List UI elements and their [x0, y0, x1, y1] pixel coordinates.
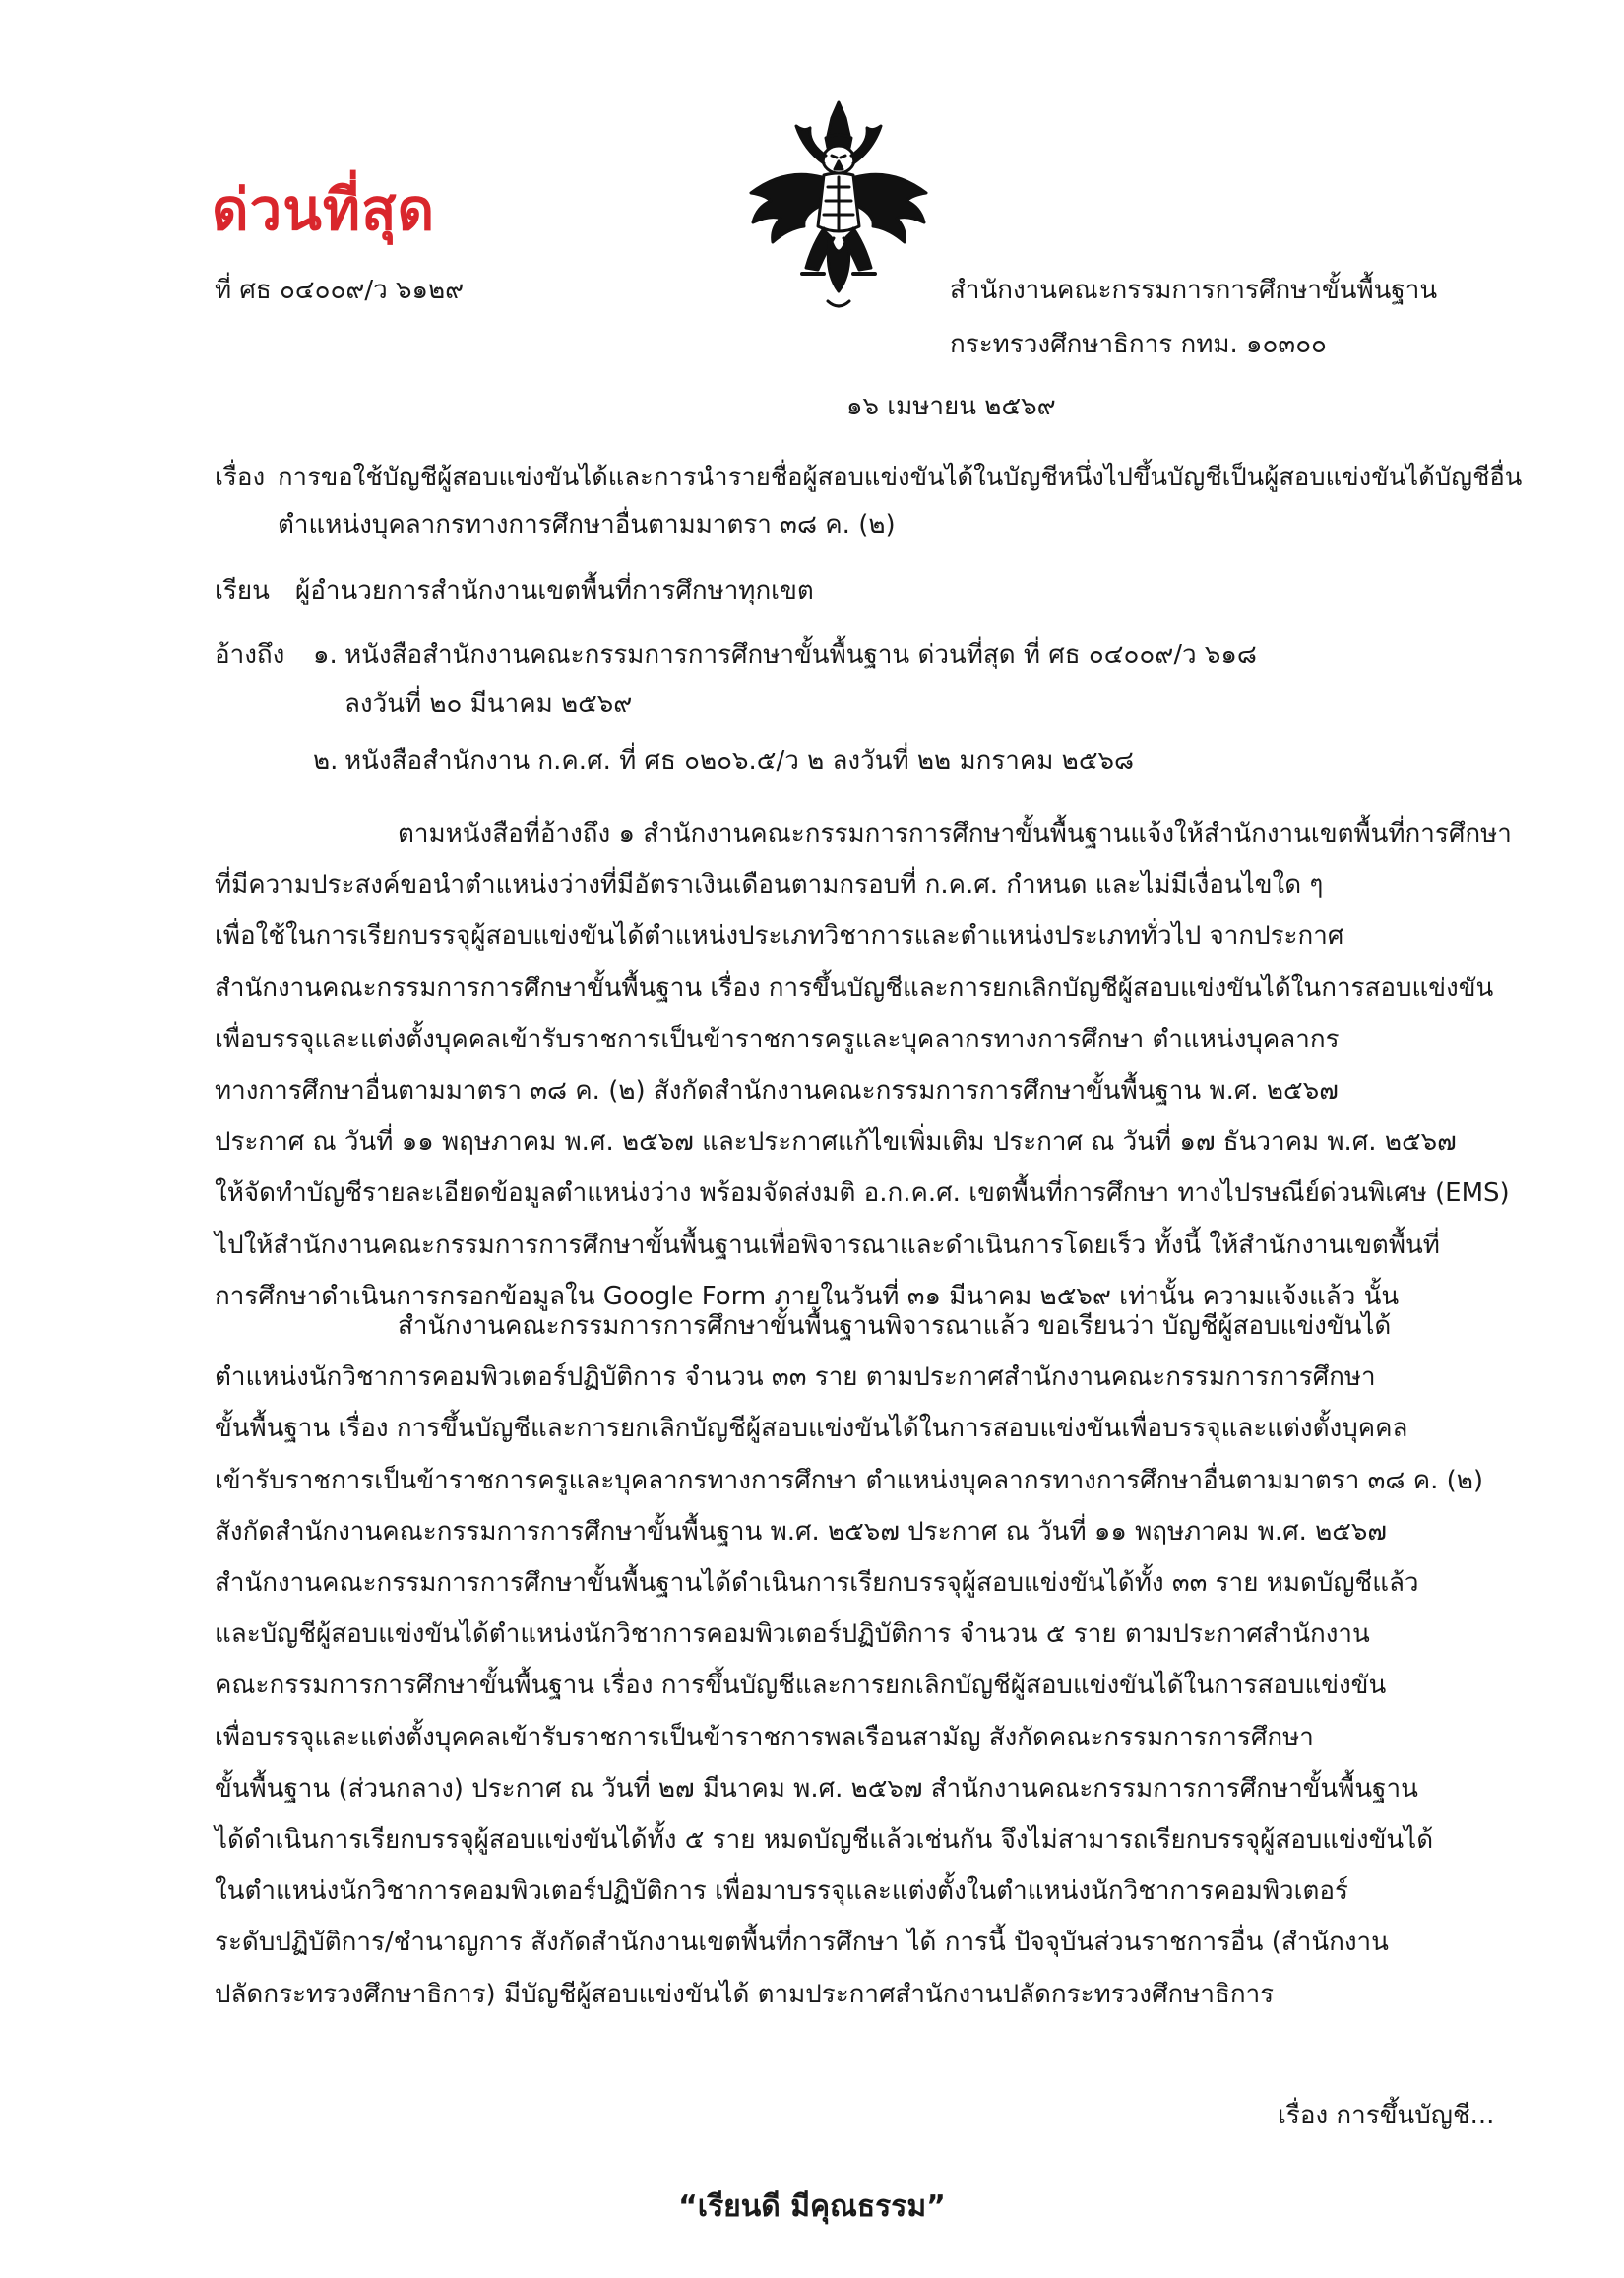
- paragraph-line: เพื่อบรรจุและแต่งตั้งบุคคลเข้ารับราชการเป็นข้าราชการพลเรือนสามัญ สังกัดคณะกรรมการการศึกษา: [215, 1722, 1314, 1752]
- reference-text: ลงวันที่ ๒๐ มีนาคม ๒๕๖๙: [344, 689, 633, 719]
- paragraph-line: ที่มีความประสงค์ขอนำตำแหน่งว่างที่มีอัตราเงินเดือนตามกรอบที่ ก.ค.ศ. กำหนด และไม่มีเงื่อนไขใด ๆ: [215, 870, 1324, 901]
- paragraph-line: ทางการศึกษาอื่นตามมาตรา ๓๘ ค. (๒) สังกัดสำนักงานคณะกรรมการการศึกษาขั้นพื้นฐาน พ.ศ. ๒๕๖๗: [215, 1076, 1339, 1106]
- paragraph-line: ตามหนังสือที่อ้างถึง ๑ สำนักงานคณะกรรมการการศึกษาขั้นพื้นฐานแจ้งให้สำนักงานเขตพื้นที่การศึกษา: [398, 819, 1512, 849]
- recipient-label: เรียน: [215, 576, 270, 605]
- document-number: ที่ ศธ ๐๔๐๐๙/ว ๖๑๒๙: [215, 276, 465, 305]
- paragraph-line: การศึกษาดำเนินการกรอกข้อมูลใน Google Form ภายในวันที่ ๓๑ มีนาคม ๒๕๖๙ เท่านั้น ความแจ้งแล้ว นั้น: [215, 1281, 1400, 1311]
- paragraph-line: และบัญชีผู้สอบแข่งขันได้ตำแหน่งนักวิชาการคอมพิวเตอร์ปฏิบัติการ จำนวน ๕ ราย ตามประกาศสำนักงาน: [215, 1619, 1370, 1650]
- paragraph-line: ได้ดำเนินการเรียกบรรจุผู้สอบแข่งขันได้ทั้ง ๕ ราย หมดบัญชีแล้วเช่นกัน จึงไม่สามารถเรียกบรรจุผู้สอบแข่งขันได้: [215, 1825, 1434, 1855]
- paragraph-line: เข้ารับราชการเป็นข้าราชการครูและบุคลากรทางการศึกษา ตำแหน่งบุคลากรทางการศึกษาอื่นตามมาตรา ๓๘ ค. (๒): [215, 1465, 1484, 1495]
- document-date: ๑๖ เมษายน ๒๕๖๙: [846, 392, 1056, 421]
- paragraph-line: เพื่อบรรจุและแต่งตั้งบุคคลเข้ารับราชการเป็นข้าราชการครูและบุคลากรทางการศึกษา ตำแหน่งบุคลากร: [215, 1024, 1340, 1054]
- recipient-text: ผู้อำนวยการสำนักงานเขตพื้นที่การศึกษาทุกเขต: [295, 576, 814, 605]
- paragraph-line: สำนักงานคณะกรรมการการศึกษาขั้นพื้นฐานได้ดำเนินการเรียกบรรจุผู้สอบแข่งขันได้ทั้ง ๓๓ ราย หมดบัญชีแล้ว: [215, 1568, 1419, 1598]
- paragraph-line: ในตำแหน่งนักวิชาการคอมพิวเตอร์ปฏิบัติการ เพื่อมาบรรจุและแต่งตั้งในตำแหน่งนักวิชาการคอมพิวเตอร์: [215, 1876, 1348, 1907]
- paragraph-line: ให้จัดทำบัญชีรายละเอียดข้อมูลตำแหน่งว่าง พร้อมจัดส่งมติ อ.ก.ค.ศ. เขตพื้นที่การศึกษา ทางไปรษณีย์ด่วนพิเศษ (EMS): [215, 1178, 1510, 1209]
- garuda-emblem-icon: [745, 98, 932, 315]
- paragraph-line: ขั้นพื้นฐาน (ส่วนกลาง) ประกาศ ณ วันที่ ๒๗ มีนาคม พ.ศ. ๒๕๖๗ สำนักงานคณะกรรมการการศึกษาขั้นพื้นฐาน: [215, 1773, 1418, 1803]
- paragraph-line: ประกาศ ณ วันที่ ๑๑ พฤษภาคม พ.ศ. ๒๕๖๗ และประกาศแก้ไขเพิ่มเติม ประกาศ ณ วันที่ ๑๗ ธันวาคม พ.ศ. ๒๕๖๗: [215, 1127, 1457, 1158]
- paragraph-line: ตำแหน่งนักวิชาการคอมพิวเตอร์ปฏิบัติการ จำนวน ๓๓ ราย ตามประกาศสำนักงานคณะกรรมการการศึกษา: [215, 1362, 1376, 1393]
- issuer-address: กระทรวงศึกษาธิการ กทม. ๑๐๓๐๐: [950, 330, 1327, 359]
- reference-text: หนังสือสำนักงานคณะกรรมการการศึกษาขั้นพื้นฐาน ด่วนที่สุด ที่ ศธ ๐๔๐๐๙/ว ๖๑๘: [344, 640, 1257, 669]
- reference-number: ๑.: [313, 640, 338, 669]
- reference-text: หนังสือสำนักงาน ก.ค.ศ. ที่ ศธ ๐๒๐๖.๕/ว ๒ ลงวันที่ ๒๒ มกราคม ๒๕๖๘: [344, 746, 1135, 776]
- paragraph-line: สังกัดสำนักงานคณะกรรมการการศึกษาขั้นพื้นฐาน พ.ศ. ๒๕๖๗ ประกาศ ณ วันที่ ๑๑ พฤษภาคม พ.ศ. ๒๕๖๗: [215, 1516, 1387, 1547]
- paragraph-line: ปลัดกระทรวงศึกษาธิการ) มีบัญชีผู้สอบแข่งขันได้ ตามประกาศสำนักงานปลัดกระทรวงศึกษาธิการ: [215, 1979, 1275, 2009]
- paragraph-line: ระดับปฏิบัติการ/ชำนาญการ สังกัดสำนักงานเขตพื้นที่การศึกษา ได้ การนี้ ปัจจุบันส่วนราชการอื่น (สำนักงาน: [215, 1928, 1389, 1958]
- paragraph-line: สำนักงานคณะกรรมการการศึกษาขั้นพื้นฐานพิจารณาแล้ว ขอเรียนว่า บัญชีผู้สอบแข่งขันได้: [398, 1311, 1392, 1341]
- paragraph-line: ขั้นพื้นฐาน เรื่อง การขึ้นบัญชีและการยกเลิกบัญชีผู้สอบแข่งขันได้ในการสอบแข่งขันเพื่อบรรจุและแต่งตั้งบุคคล: [215, 1414, 1408, 1444]
- reference-label: อ้างถึง: [215, 640, 285, 669]
- issuer-name: สำนักงานคณะกรรมการการศึกษาขั้นพื้นฐาน: [950, 276, 1438, 305]
- urgency-stamp: ด่วนที่สุด: [212, 176, 436, 243]
- continuation-note: เรื่อง การขึ้นบัญชี...: [1278, 2101, 1495, 2130]
- paragraph-line: เพื่อใช้ในการเรียกบรรจุผู้สอบแข่งขันได้ตำแหน่งประเภทวิชาการและตำแหน่งประเภททั่วไป จากประกาศ: [215, 921, 1344, 952]
- reference-number: ๒.: [313, 746, 339, 776]
- subject-line-2: ตำแหน่งบุคลากรทางการศึกษาอื่นตามมาตรา ๓๘ ค. (๒): [278, 510, 896, 539]
- paragraph-line: ไปให้สำนักงานคณะกรรมการการศึกษาขั้นพื้นฐานเพื่อพิจารณาและดำเนินการโดยเร็ว ทั้งนี้ ให้สำนักงานเขตพื้นที่: [215, 1230, 1440, 1260]
- paragraph-line: คณะกรรมการการศึกษาขั้นพื้นฐาน เรื่อง การขึ้นบัญชีและการยกเลิกบัญชีผู้สอบแข่งขันได้ในการสอบแข่งขัน: [215, 1671, 1387, 1701]
- motto: “เรียนดี มีคุณธรรม”: [678, 2189, 946, 2224]
- paragraph-line: สำนักงานคณะกรรมการการศึกษาขั้นพื้นฐาน เรื่อง การขึ้นบัญชีและการยกเลิกบัญชีผู้สอบแข่งขันได้ในการสอบแข่งขัน: [215, 973, 1494, 1003]
- subject-line-1: การขอใช้บัญชีผู้สอบแข่งขันได้และการนำรายชื่อผู้สอบแข่งขันได้ในบัญชีหนึ่งไปขึ้นบัญชีเป็นผู้สอบแข่งขันได้บัญชีอื่น: [278, 463, 1523, 492]
- subject-label: เรื่อง: [215, 463, 266, 492]
